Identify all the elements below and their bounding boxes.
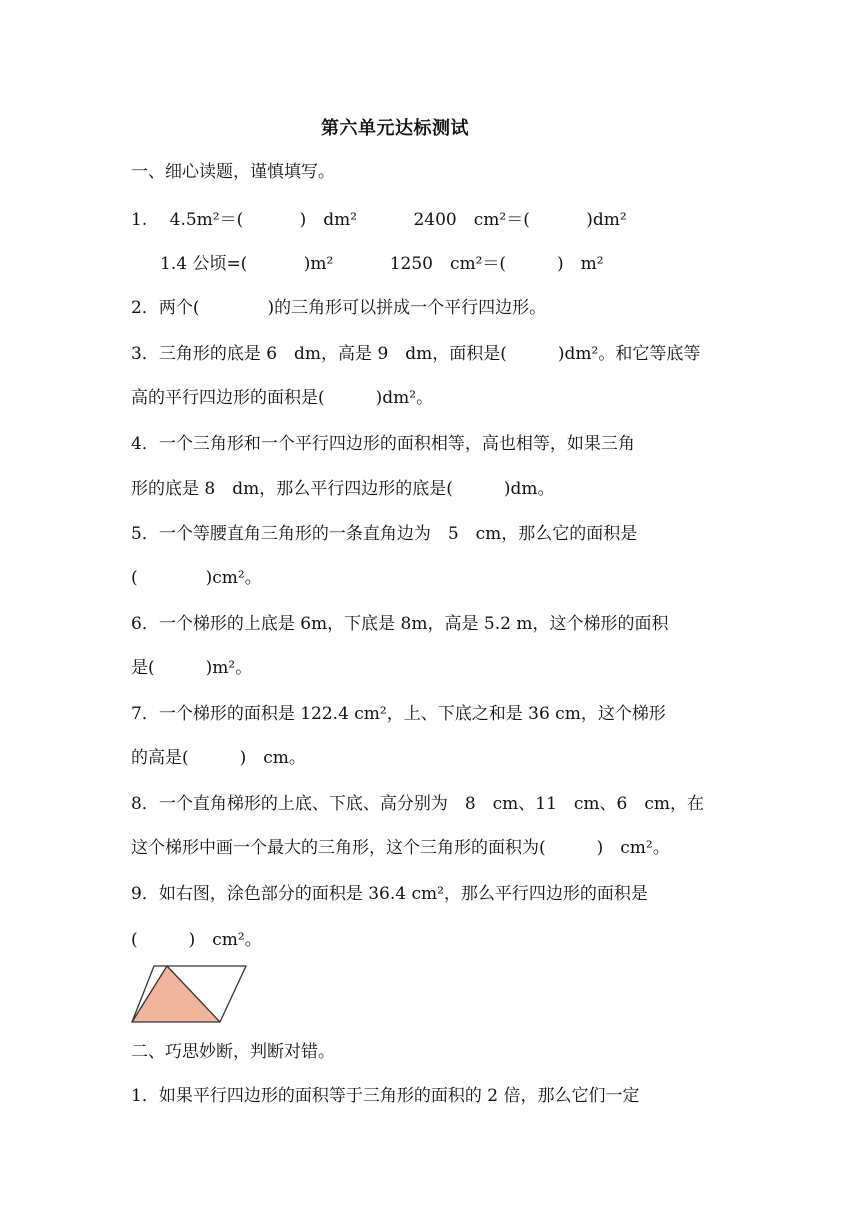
question-9-line-2: ( ) cm²。 [131,930,262,950]
question-8-line-2: 这个梯形中画一个最大的三角形，这个三角形的面积为( ) cm²。 [131,838,670,858]
question-6-line-2: 是( )m²。 [131,658,253,678]
question-3-line-2: 高的平行四边形的面积是( )dm²。 [131,388,434,408]
parallelogram-figure [130,964,248,1024]
question-2: 2．两个( )的三角形可以拼成一个平行四边形。 [131,298,547,318]
question-7-line-1: 7．一个梯形的面积是 122.4 cm²，上、下底之和是 36 cm，这个梯形 [131,704,666,724]
question-5-line-2: ( )cm²。 [131,568,262,588]
shaded-triangle [132,966,220,1022]
question-9-line-1: 9．如右图，涂色部分的面积是 36.4 cm²，那么平行四边形的面积是 [131,884,648,904]
section-1-heading: 一、细心读题，谨慎填写。 [131,162,335,182]
question-4-line-1: 4．一个三角形和一个平行四边形的面积相等，高也相等，如果三角 [131,434,635,454]
question-3-line-1: 3．三角形的底是 6 dm，高是 9 dm，面积是( )dm²。和它等底等 [131,344,701,364]
question-1-line-2: 1.4 公顷=( )m² 1250 cm²＝( ) m² [160,254,604,274]
judgment-1-line-1: 1．如果平行四边形的面积等于三角形的面积的 2 倍，那么它们一定 [131,1086,640,1106]
question-4-line-2: 形的底是 8 dm，那么平行四边形的底是( )dm。 [131,479,555,499]
question-8-line-1: 8．一个直角梯形的上底、下底、高分别为 8 cm、11 cm、6 cm，在 [131,794,705,814]
question-5-line-1: 5．一个等腰直角三角形的一条直角边为 5 cm，那么它的面积是 [131,524,638,544]
question-7-line-2: 的高是( ) cm。 [131,748,306,768]
page-title: 第六单元达标测试 [321,118,469,139]
question-1-line-1: 1. 4.5m²＝( ) dm² 2400 cm²＝( )dm² [131,210,627,230]
section-2-heading: 二、巧思妙断，判断对错。 [131,1042,335,1062]
question-6-line-1: 6．一个梯形的上底是 6m，下底是 8m，高是 5.2 m，这个梯形的面积 [131,614,669,634]
